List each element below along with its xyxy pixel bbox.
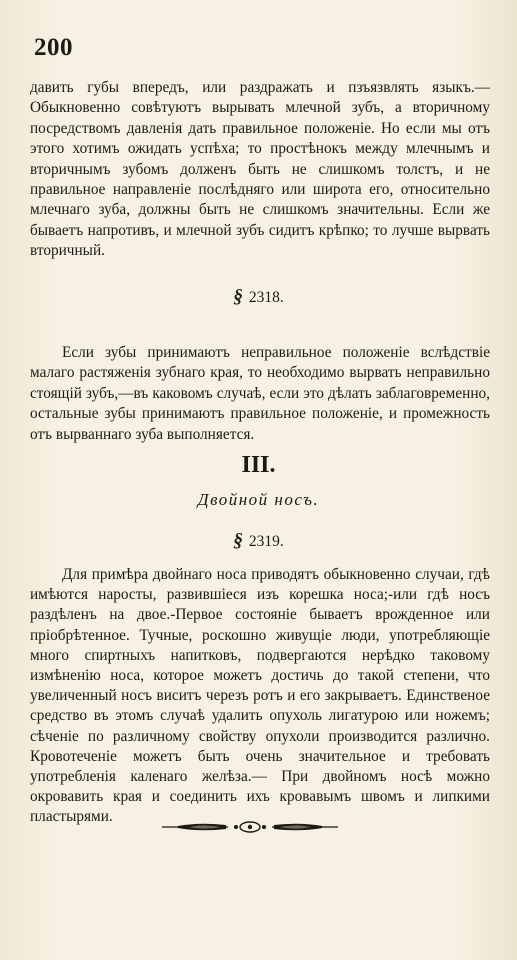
section-number: 2318. (248, 289, 284, 306)
chapter-title: Двойной носъ. (197, 490, 320, 509)
section-symbol: § (233, 286, 243, 307)
paragraph-1: давить губы впередъ, или раздражать и пзъязвлять языкъ.— Обыкновенно совѣтуютъ вырывать млечной зубъ, а вторичному посредствомъ давленія дать правильное положеніе. Но если мы отъ этого хотимъ ожидать успѣха; то простѣнокъ между млечнымъ и вторичнымъ зубомъ долженъ быть не слишкомъ толстъ, и не правильное направленіе послѣдняго или широта его, относительно млечнаго зуба, должны быть не слишкомъ значительны. Если же бываетъ напротивъ, и млечной зубъ сидитъ крѣпко; то лучше вырвать вторичный. (30, 79, 490, 260)
section-symbol: § (233, 530, 243, 551)
chapter-numeral: III. (241, 452, 276, 478)
section-number: 2319. (248, 533, 284, 550)
section-heading-2319 (0, 530, 517, 552)
section-heading-2318 (0, 286, 517, 308)
page-number: 200 (34, 34, 73, 61)
ornamental-divider (160, 820, 340, 834)
paragraph-2: Если зубы принимаютъ неправильное положеніе вслѣдствіе малаго растяженія зубнаго края, то необходимо вырвать неправильно стоящій зубъ,—въ каковомъ случаѣ, если это дѣлать заблаговременно, остальные зубы принимаютъ правильное положеніе, и промежность отъ вырваннаго зуба выполняется. (30, 344, 490, 443)
paragraph-3: Для примѣра двойнаго носа приводятъ обыкновенно случаи, гдѣ имѣются наросты, развившіеся изъ корешка носа;-или гдѣ носъ раздѣленъ на двое.-Первое состояніе бываетъ врожденное или пріобрѣтенное. Тучные, роскошно живущіе люди, употребляющіе много спиртныхъ напитковъ, подвергаются нерѣдко таковому измѣненію носа, которое можетъ достичь до такой степени, что увеличенный носъ виситъ черезъ ротъ и его закрываетъ. Единственое средство въ этомъ случаѣ удалить опухоль лигатурою или ножемъ; сѣченіе по различному свойству опухоли производится различно. Кровотеченіе можетъ быть очень значительное и требовать употребленія каленаго желѣза.— При двойномъ носѣ можно окровавить края и соединить ихъ кровавымъ швомъ и липкими пластырями. (30, 566, 490, 826)
